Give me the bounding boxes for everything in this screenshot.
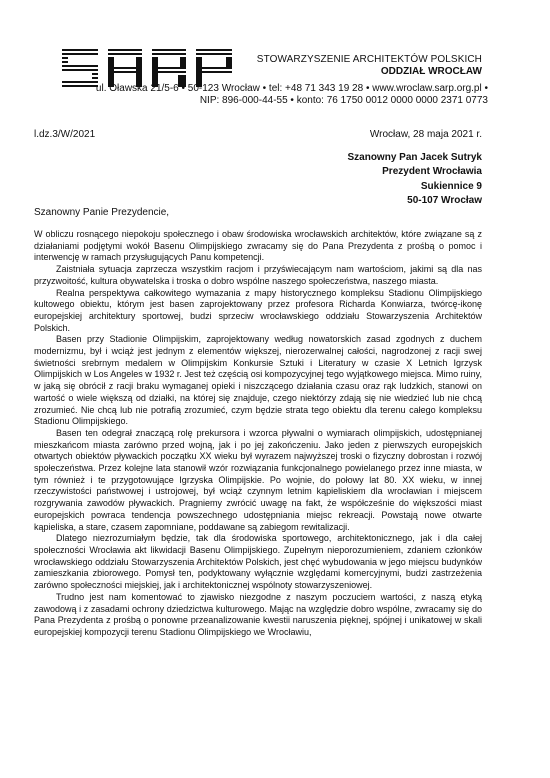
body-paragraph: Dlatego niezrozumiałym będzie, tak dla środowiska sportowego, architektonicznego, jak i dla całej społeczności Wrocławia akt likwidacji Basenu Olimpijskiego. Zupełnym nieporozumieniem, zdaniem członków wrocławskiego oddziału Stowarzyszenia Architektów Polskich, jest chęć wybudowania w jego miejscu budynków zamieszkania zbiorowego. Pomysł ten, podyktowany wyłącznie względami komercyjnymi, budzi zastrzeżenia zarówno społeczności miejskiej, jak i architektonicznej wspólnoty stowarzyszeniowej. <box>34 533 482 591</box>
recipient-line: Prezydent Wrocławia <box>382 166 482 178</box>
body-paragraph: Realna perspektywa całkowitego wymazania z mapy historycznego kompleksu Stadionu Olimpijskiego kultowego obiektu, którym jest basen zaprojektowany przez profesora Richarda Konwiarza, twórcę-ikonę europejskiej architektury sportowej, budzi sprzeciw wrocławskiego oddziału Stowarzyszenia Architektów Polskich. <box>34 287 482 333</box>
recipient-block <box>347 151 482 209</box>
salutation: Szanowny Panie Prezydencie, <box>34 207 170 218</box>
organization-header <box>257 54 482 78</box>
organization-branch: ODDZIAŁ WROCŁAW <box>380 66 482 77</box>
body-paragraph: Trudno jest nam komentować to zjawisko niezgodne z naszym poczuciem wartości, z naszą etyką zawodową i z zasadami ochrony dziedzictwa kulturowego. Mając na względzie dobro wspólne, zwracamy się do Pana Prezydenta z prośbą o ponowne przeanalizowanie kwestii naruszenia pięknej, spójnej i unikatowej w skali europejskiej kompozycji terenu Stadionu Olimpijskiego we Wrocławiu, <box>34 591 482 637</box>
recipient-line: 50-107 Wrocław <box>407 195 482 207</box>
recipient-line: Sukiennice 9 <box>420 180 482 192</box>
body-paragraph: Basen przy Stadionie Olimpijskim, zaprojektowany według nowatorskich zasad zgodnych z duchem modernizmu, był i wciąż jest jednym z elementów większej, nierozerwalnej całości, nagrodzonej z racji swej świetności srebrnym medalem w Olimpijskim Konkursie Sztuki i Literatury w czasie X Letnich Igrzysk Olimpijskich w Los Angeles w 1932 r. Jest też częścią osi kompozycyjnej tego wyjątkowego miejsca. Mimo ruiny, w jaką się obrócił z racji braku wymaganej opieki i niszczącego działania czasu oraz rąk ludzkich, stanowi on wartość o wiele większą od działki, na której się znajduje, czego niektórzy zdają się nie wiedzieć lub nie chcą zrozumieć. Nie chcą lub nie potrafią zrozumieć, czym będzie strata tego obiektu dla terenu całego kompleksu Stadionu Olimpijskiego. <box>34 334 482 427</box>
organization-name: STOWARZYSZENIE ARCHITEKTÓW POLSKICH <box>256 54 482 65</box>
letter-body <box>34 229 482 639</box>
body-paragraph: Basen ten odegrał znaczącą rolę prekursora i wzorca pływalni o wymiarach olimpijskich, udostępnianej mieszkańcom miasta zarówno przed wojną, jak i po jej zakończeniu. Jako jeden z pierwszych europejskich otwartych obiektów pływackich początku XX wieku był wyrazem najwyższej troski o fizyczny dobrostan i rozwój społeczeństwa. Przez kolejne lata stanowił wzór rozwiązania funkcjonalnego powielanego przez inne miasta, w tym również i te przygotowujące Igrzyska Olimpijskie. Po wojnie, do połowy lat 80. XX wieku, w innej rzeczywistości państwowej i ustrojowej, był wciąż czynnym letnim kąpieliskiem dla wrocławian i miejscem rozgrywania zawodów pływackich. Pragniemy zwrócić uwagę na fakt, że współcześnie do większości miast europejskich powraca tendencja powszechnego udostępniania miejsc rekreacji. Powstają nowe otwarte kąpieliska, a stare, czasem zapomniane, poddawane są zabiegom rewitalizacji. <box>34 427 482 532</box>
letter-date: Wrocław, 28 maja 2021 r. <box>369 129 482 140</box>
body-paragraph: Zaistniała sytuacja zaprzecza wszystkim racjom i przyświecającym nam wartościom, jakimi są dla nas przyzwoitość, kultura obywatelska i troska o dobro wspólne naszego społeczeństwa, naszego miasta. <box>34 264 482 286</box>
letter-reference: l.dz.3/W/2021 <box>34 129 96 140</box>
organization-address: ul. Oławska 21/5-6 • 50-123 Wrocław • tel: +48 71 343 19 28 • www.wroclaw.sarp.org.pl • <box>95 83 488 94</box>
organization-ids: NIP: 896-000-44-55 • konto: 76 1750 0012 0000 0000 2371 0773 <box>199 95 488 106</box>
recipient-line: Szanowny Pan Jacek Sutryk <box>347 152 482 163</box>
body-paragraph: W obliczu rosnącego niepokoju społecznego i obaw środowiska wrocławskich architektów, które związane są z działaniami podjętymi wokół Basenu Olimpijskiego zwracamy się do Pana Prezydenta z prośbą o pomoc i interwencję w ramach przysługujących Panu kompetencji. <box>34 229 482 263</box>
